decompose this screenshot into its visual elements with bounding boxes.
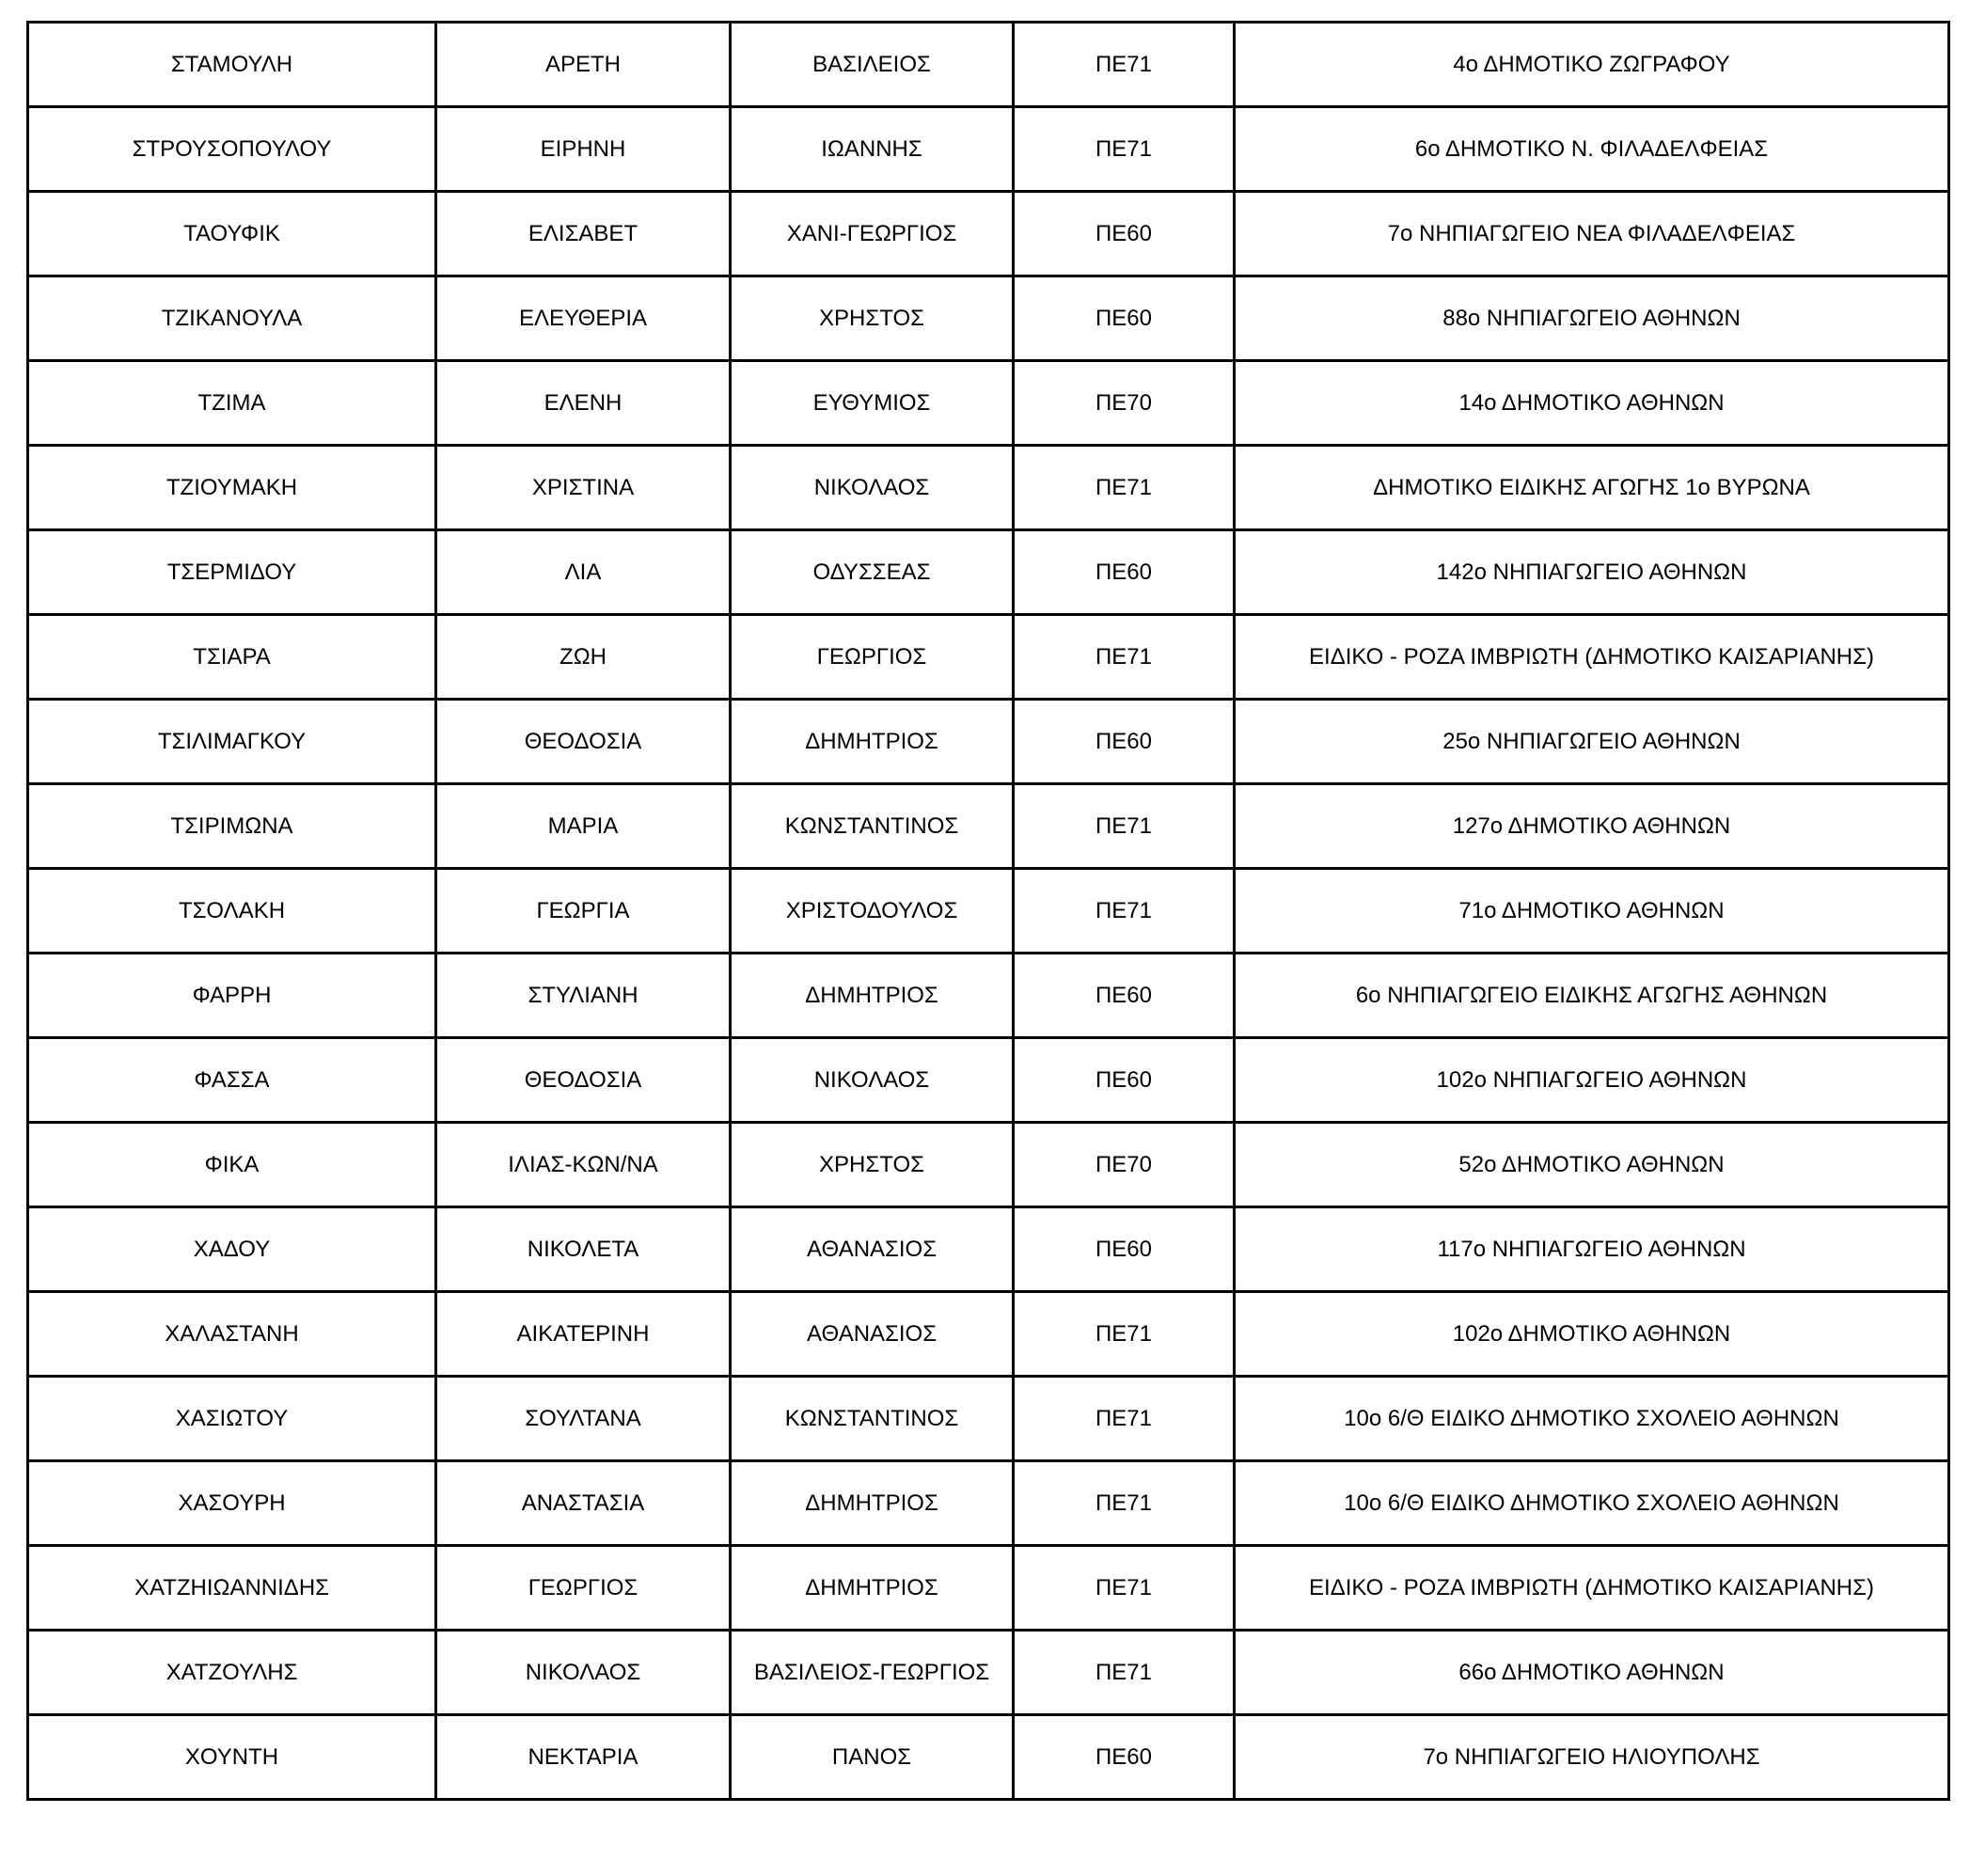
surname-cell: ΧΑΤΖΟΥΛΗΣ bbox=[28, 1631, 436, 1715]
surname-cell: ΦΙΚΑ bbox=[28, 1123, 436, 1207]
first-name-cell: ΣΟΥΛΤΑΝΑ bbox=[436, 1377, 731, 1461]
surname-cell: ΤΣΕΡΜΙΔΟΥ bbox=[28, 530, 436, 615]
specialty-cell: ΠΕ60 bbox=[1014, 700, 1235, 784]
specialty-cell: ΠΕ60 bbox=[1014, 530, 1235, 615]
surname-cell: ΦΑΡΡΗ bbox=[28, 954, 436, 1038]
specialty-cell: ΠΕ71 bbox=[1014, 23, 1235, 107]
surname-cell: ΤΖΙΜΑ bbox=[28, 361, 436, 446]
father-name-cell: ΑΘΑΝΑΣΙΟΣ bbox=[731, 1207, 1014, 1292]
specialty-cell: ΠΕ71 bbox=[1014, 1292, 1235, 1377]
table-row bbox=[28, 276, 1949, 361]
surname-cell: ΣΤΑΜΟΥΛΗ bbox=[28, 23, 436, 107]
school-cell: 6ο ΔΗΜΟΤΙΚΟ Ν. ΦΙΛΑΔΕΛΦΕΙΑΣ bbox=[1235, 107, 1949, 192]
specialty-cell: ΠΕ60 bbox=[1014, 192, 1235, 276]
table-row bbox=[28, 361, 1949, 446]
father-name-cell: ΧΡΗΣΤΟΣ bbox=[731, 1123, 1014, 1207]
first-name-cell: ΕΙΡΗΝΗ bbox=[436, 107, 731, 192]
specialty-cell: ΠΕ70 bbox=[1014, 361, 1235, 446]
surname-cell: ΧΑΤΖΗΙΩΑΝΝΙΔΗΣ bbox=[28, 1546, 436, 1631]
father-name-cell: ΕΥΘΥΜΙΟΣ bbox=[731, 361, 1014, 446]
specialty-cell: ΠΕ71 bbox=[1014, 784, 1235, 869]
school-cell: 14ο ΔΗΜΟΤΙΚΟ ΑΘΗΝΩΝ bbox=[1235, 361, 1949, 446]
table-row bbox=[28, 700, 1949, 784]
father-name-cell: ΑΘΑΝΑΣΙΟΣ bbox=[731, 1292, 1014, 1377]
table-row bbox=[28, 1038, 1949, 1123]
specialty-cell: ΠΕ60 bbox=[1014, 954, 1235, 1038]
surname-cell: ΧΑΛΑΣΤΑΝΗ bbox=[28, 1292, 436, 1377]
father-name-cell: ΒΑΣΙΛΕΙΟΣ-ΓΕΩΡΓΙΟΣ bbox=[731, 1631, 1014, 1715]
table-row bbox=[28, 1546, 1949, 1631]
school-cell: 7ο ΝΗΠΙΑΓΩΓΕΙΟ ΝΕΑ ΦΙΛΑΔΕΛΦΕΙΑΣ bbox=[1235, 192, 1949, 276]
table-row bbox=[28, 1715, 1949, 1800]
first-name-cell: ΣΤΥΛΙΑΝΗ bbox=[436, 954, 731, 1038]
school-cell: 117ο ΝΗΠΙΑΓΩΓΕΙΟ ΑΘΗΝΩΝ bbox=[1235, 1207, 1949, 1292]
specialty-cell: ΠΕ71 bbox=[1014, 1631, 1235, 1715]
father-name-cell: ΟΔΥΣΣΕΑΣ bbox=[731, 530, 1014, 615]
specialty-cell: ΠΕ60 bbox=[1014, 1207, 1235, 1292]
specialty-cell: ΠΕ71 bbox=[1014, 1377, 1235, 1461]
table-row bbox=[28, 107, 1949, 192]
surname-cell: ΧΟΥΝΤΗ bbox=[28, 1715, 436, 1800]
specialty-cell: ΠΕ60 bbox=[1014, 276, 1235, 361]
father-name-cell: ΙΩΑΝΝΗΣ bbox=[731, 107, 1014, 192]
school-cell: 25ο ΝΗΠΙΑΓΩΓΕΙΟ ΑΘΗΝΩΝ bbox=[1235, 700, 1949, 784]
table-row bbox=[28, 1377, 1949, 1461]
surname-cell: ΣΤΡΟΥΣΟΠΟΥΛΟΥ bbox=[28, 107, 436, 192]
school-cell: 71ο ΔΗΜΟΤΙΚΟ ΑΘΗΝΩΝ bbox=[1235, 869, 1949, 954]
school-cell: 142ο ΝΗΠΙΑΓΩΓΕΙΟ ΑΘΗΝΩΝ bbox=[1235, 530, 1949, 615]
first-name-cell: ΛΙΑ bbox=[436, 530, 731, 615]
specialty-cell: ΠΕ71 bbox=[1014, 869, 1235, 954]
specialty-cell: ΠΕ71 bbox=[1014, 1461, 1235, 1546]
surname-cell: ΤΑΟΥΦΙΚ bbox=[28, 192, 436, 276]
first-name-cell: ΕΛΕΥΘΕΡΙΑ bbox=[436, 276, 731, 361]
first-name-cell: ΖΩΗ bbox=[436, 615, 731, 700]
surname-cell: ΤΣΙΑΡΑ bbox=[28, 615, 436, 700]
father-name-cell: ΔΗΜΗΤΡΙΟΣ bbox=[731, 954, 1014, 1038]
table-body bbox=[28, 23, 1949, 1800]
table-row bbox=[28, 784, 1949, 869]
specialty-cell: ΠΕ71 bbox=[1014, 107, 1235, 192]
table-row bbox=[28, 1123, 1949, 1207]
specialty-cell: ΠΕ71 bbox=[1014, 446, 1235, 530]
school-cell: 88ο ΝΗΠΙΑΓΩΓΕΙΟ ΑΘΗΝΩΝ bbox=[1235, 276, 1949, 361]
father-name-cell: ΚΩΝΣΤΑΝΤΙΝΟΣ bbox=[731, 1377, 1014, 1461]
surname-cell: ΤΣΟΛΑΚΗ bbox=[28, 869, 436, 954]
father-name-cell: ΚΩΝΣΤΑΝΤΙΝΟΣ bbox=[731, 784, 1014, 869]
school-cell: 10ο 6/Θ ΕΙΔΙΚΟ ΔΗΜΟΤΙΚΟ ΣΧΟΛΕΙΟ ΑΘΗΝΩΝ bbox=[1235, 1461, 1949, 1546]
surname-cell: ΧΑΔΟΥ bbox=[28, 1207, 436, 1292]
teacher-table bbox=[26, 21, 1950, 1801]
first-name-cell: ΕΛΙΣΑΒΕΤ bbox=[436, 192, 731, 276]
first-name-cell: ΕΛΕΝΗ bbox=[436, 361, 731, 446]
first-name-cell: ΑΝΑΣΤΑΣΙΑ bbox=[436, 1461, 731, 1546]
first-name-cell: ΙΛΙΑΣ-ΚΩΝ/ΝΑ bbox=[436, 1123, 731, 1207]
father-name-cell: ΝΙΚΟΛΑΟΣ bbox=[731, 1038, 1014, 1123]
table-row bbox=[28, 869, 1949, 954]
father-name-cell: ΔΗΜΗΤΡΙΟΣ bbox=[731, 1461, 1014, 1546]
table-row bbox=[28, 1207, 1949, 1292]
school-cell: 6ο ΝΗΠΙΑΓΩΓΕΙΟ ΕΙΔΙΚΗΣ ΑΓΩΓΗΣ ΑΘΗΝΩΝ bbox=[1235, 954, 1949, 1038]
father-name-cell: ΝΙΚΟΛΑΟΣ bbox=[731, 446, 1014, 530]
surname-cell: ΧΑΣΙΩΤΟΥ bbox=[28, 1377, 436, 1461]
father-name-cell: ΧΡΙΣΤΟΔΟΥΛΟΣ bbox=[731, 869, 1014, 954]
table-row bbox=[28, 192, 1949, 276]
father-name-cell: ΧΡΗΣΤΟΣ bbox=[731, 276, 1014, 361]
first-name-cell: ΘΕΟΔΟΣΙΑ bbox=[436, 700, 731, 784]
father-name-cell: ΓΕΩΡΓΙΟΣ bbox=[731, 615, 1014, 700]
table-row bbox=[28, 1461, 1949, 1546]
table-row bbox=[28, 954, 1949, 1038]
school-cell: ΕΙΔΙΚΟ - ΡΟΖΑ ΙΜΒΡΙΩΤΗ (ΔΗΜΟΤΙΚΟ ΚΑΙΣΑΡΙΑΝΗΣ) bbox=[1235, 615, 1949, 700]
surname-cell: ΤΣΙΡΙΜΩΝΑ bbox=[28, 784, 436, 869]
school-cell: 66ο ΔΗΜΟΤΙΚΟ ΑΘΗΝΩΝ bbox=[1235, 1631, 1949, 1715]
specialty-cell: ΠΕ71 bbox=[1014, 615, 1235, 700]
table-row bbox=[28, 446, 1949, 530]
father-name-cell: ΠΑΝΟΣ bbox=[731, 1715, 1014, 1800]
school-cell: ΕΙΔΙΚΟ - ΡΟΖΑ ΙΜΒΡΙΩΤΗ (ΔΗΜΟΤΙΚΟ ΚΑΙΣΑΡΙΑΝΗΣ) bbox=[1235, 1546, 1949, 1631]
father-name-cell: ΔΗΜΗΤΡΙΟΣ bbox=[731, 1546, 1014, 1631]
specialty-cell: ΠΕ60 bbox=[1014, 1038, 1235, 1123]
father-name-cell: ΒΑΣΙΛΕΙΟΣ bbox=[731, 23, 1014, 107]
table-row bbox=[28, 530, 1949, 615]
father-name-cell: ΧΑΝΙ-ΓΕΩΡΓΙΟΣ bbox=[731, 192, 1014, 276]
school-cell: 102ο ΔΗΜΟΤΙΚΟ ΑΘΗΝΩΝ bbox=[1235, 1292, 1949, 1377]
first-name-cell: ΑΡΕΤΗ bbox=[436, 23, 731, 107]
specialty-cell: ΠΕ71 bbox=[1014, 1546, 1235, 1631]
first-name-cell: ΑΙΚΑΤΕΡΙΝΗ bbox=[436, 1292, 731, 1377]
table-row bbox=[28, 615, 1949, 700]
surname-cell: ΤΖΙΟΥΜΑΚΗ bbox=[28, 446, 436, 530]
table-row bbox=[28, 23, 1949, 107]
first-name-cell: ΓΕΩΡΓΙΑ bbox=[436, 869, 731, 954]
school-cell: 52ο ΔΗΜΟΤΙΚΟ ΑΘΗΝΩΝ bbox=[1235, 1123, 1949, 1207]
surname-cell: ΤΣΙΛΙΜΑΓΚΟΥ bbox=[28, 700, 436, 784]
first-name-cell: ΘΕΟΔΟΣΙΑ bbox=[436, 1038, 731, 1123]
first-name-cell: ΓΕΩΡΓΙΟΣ bbox=[436, 1546, 731, 1631]
first-name-cell: ΝΙΚΟΛΑΟΣ bbox=[436, 1631, 731, 1715]
surname-cell: ΤΖΙΚΑΝΟΥΛΑ bbox=[28, 276, 436, 361]
school-cell: 10ο 6/Θ ΕΙΔΙΚΟ ΔΗΜΟΤΙΚΟ ΣΧΟΛΕΙΟ ΑΘΗΝΩΝ bbox=[1235, 1377, 1949, 1461]
table-row bbox=[28, 1631, 1949, 1715]
first-name-cell: ΝΙΚΟΛΕΤΑ bbox=[436, 1207, 731, 1292]
first-name-cell: ΝΕΚΤΑΡΙΑ bbox=[436, 1715, 731, 1800]
first-name-cell: ΧΡΙΣΤΙΝΑ bbox=[436, 446, 731, 530]
first-name-cell: ΜΑΡΙΑ bbox=[436, 784, 731, 869]
father-name-cell: ΔΗΜΗΤΡΙΟΣ bbox=[731, 700, 1014, 784]
surname-cell: ΦΑΣΣΑ bbox=[28, 1038, 436, 1123]
surname-cell: ΧΑΣΟΥΡΗ bbox=[28, 1461, 436, 1546]
school-cell: ΔΗΜΟΤΙΚΟ ΕΙΔΙΚΗΣ ΑΓΩΓΗΣ 1ο ΒΥΡΩΝΑ bbox=[1235, 446, 1949, 530]
school-cell: 127ο ΔΗΜΟΤΙΚΟ ΑΘΗΝΩΝ bbox=[1235, 784, 1949, 869]
school-cell: 4ο ΔΗΜΟΤΙΚΟ ΖΩΓΡΑΦΟΥ bbox=[1235, 23, 1949, 107]
school-cell: 102ο ΝΗΠΙΑΓΩΓΕΙΟ ΑΘΗΝΩΝ bbox=[1235, 1038, 1949, 1123]
specialty-cell: ΠΕ70 bbox=[1014, 1123, 1235, 1207]
table-row bbox=[28, 1292, 1949, 1377]
specialty-cell: ΠΕ60 bbox=[1014, 1715, 1235, 1800]
school-cell: 7ο ΝΗΠΙΑΓΩΓΕΙΟ ΗΛΙΟΥΠΟΛΗΣ bbox=[1235, 1715, 1949, 1800]
